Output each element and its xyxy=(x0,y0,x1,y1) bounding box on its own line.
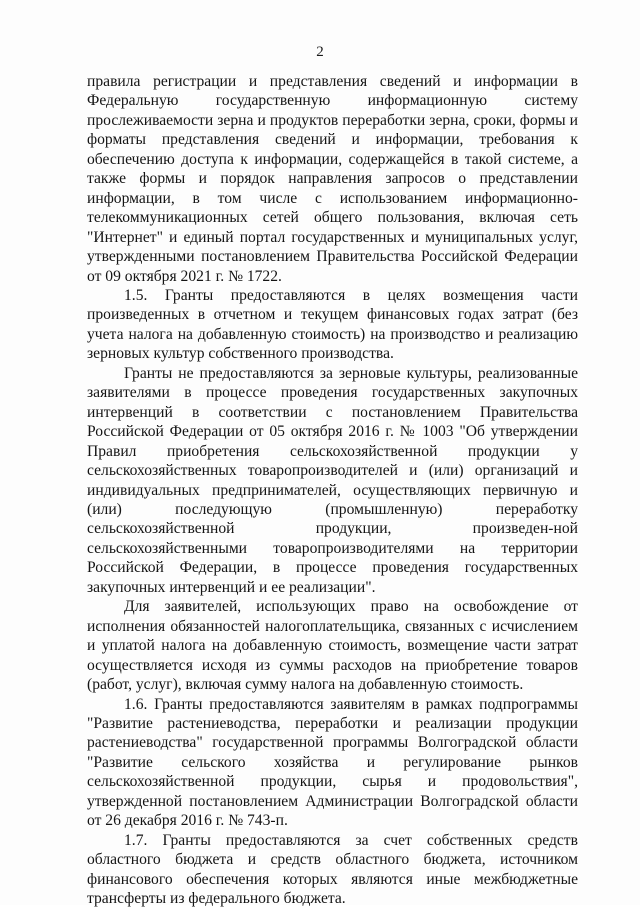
paragraph-1-7: 1.7. Гранты предоставляются за счет собственных средств областного бюджета и средств областного бюджета, источником финансового обеспечения которых являются иные межбюджетные трансферты из федерального бюджета. xyxy=(87,831,578,908)
page-number: 2 xyxy=(316,44,324,60)
document-body xyxy=(87,72,578,908)
paragraph-grants-exclusion: Гранты не предоставляются за зерновые культуры, реализованные заявителями в процессе проведения государственных закупочных интервенций в соответствии с постановлением Правительства Российской Федерации от 05 октября 2016 г. № 1003 "Об утверждении Правил приобретения сельскохозяйственной продукции у сельскохозяйственных товаропроизводителей и (или) организаций и индивидуальных предпринимателей, осуществляющих первичную и (или) последующую (промышленную) переработку сельскохозяйственной продукции, произведен-ной сельскохозяйственными товаропроизводителями на территории Российской Федерации, в процессе проведения государственных закупочных интервенций и ее реализации". xyxy=(87,364,578,596)
paragraph-1-6: 1.6. Гранты предоставляются заявителям в рамках подпрограммы "Развитие растениеводства, переработки и реализации продукции растениеводства" государственной программы Волгоградской области "Развитие сельского хозяйства и регулирование рынков сельскохозяйственной продукции, сырья и продовольствия", утвержденной постановлением Администрации Волгоградской области от 26 декабря 2016 г. № 743-п. xyxy=(87,695,578,830)
paragraph-continuation: правила регистрации и представления сведений и информации в Федеральную государственную информационную систему прослеживаемости зерна и продуктов переработки зерна, сроки, формы и форматы представления сведений и информации, требования к обеспечению доступа к информации, содержащейся в такой системе, а также формы и порядок направления запросов о представлении информации, в том числе с использованием информационно-телекоммуникационных сетей общего пользования, включая сеть "Интернет" и единый портал государственных и муниципальных услуг, утвержденными постановлением Правительства Российской Федерации от 09 октября 2021 г. № 1722. xyxy=(87,73,578,285)
paragraph-vat-exemption: Для заявителей, использующих право на освобождение от исполнения обязанностей налогоплательщика, связанных с исчислением и уплатой налога на добавленную стоимость, возмещение части затрат осуществляется исходя из суммы расходов на приобретение товаров (работ, услуг), включая сумму налога на добавленную стоимость. xyxy=(87,598,578,694)
paragraph-1-5: 1.5. Гранты предоставляются в целях возмещения части произведенных в отчетном и текущем финансовых годах затрат (без учета налога на добавленную стоимость) на производство и реализацию зерновых культур собственного производства. xyxy=(87,286,578,363)
